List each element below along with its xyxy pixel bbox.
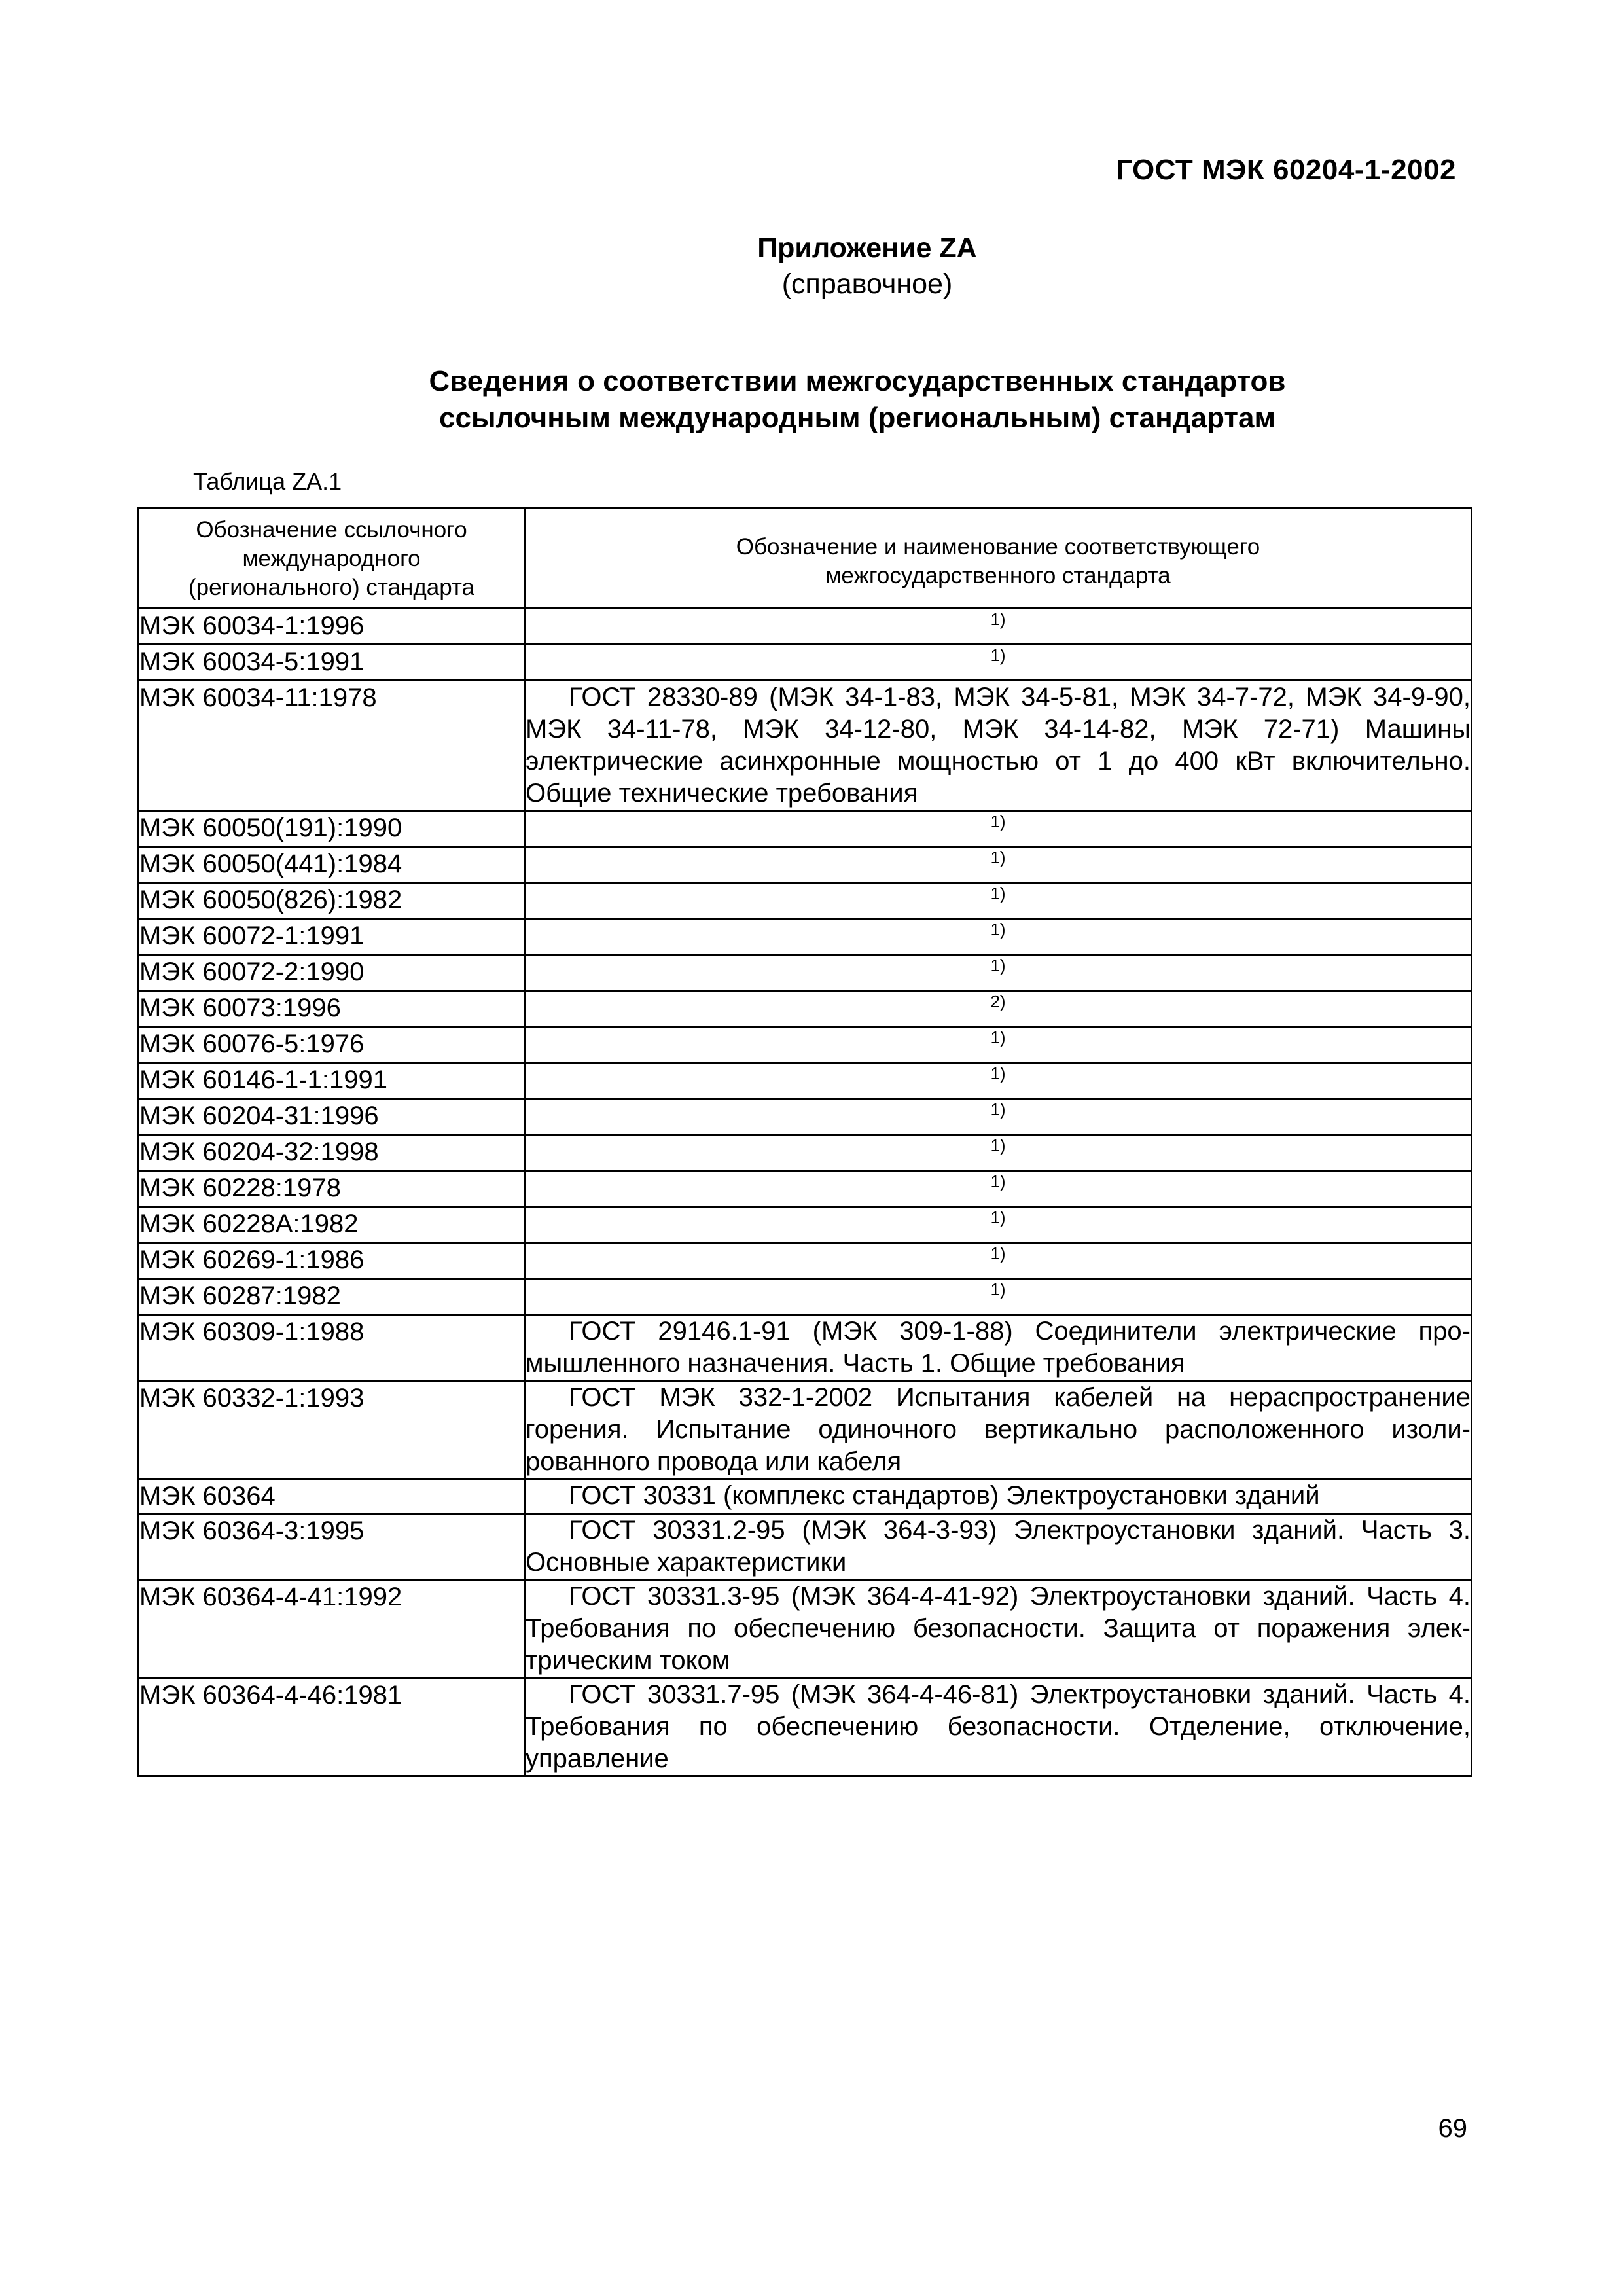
reference-standard-code: МЭК 60204-32:1998 <box>139 1135 525 1171</box>
reference-standard-code: МЭК 60072-2:1990 <box>139 955 525 991</box>
table-body <box>139 609 1472 1776</box>
description-text: ГОСТ МЭК 332-1-2002 Испытания кабелей на нераспространение горения. Испытание одиночного вертикально расположенного изоли-рованного провода или кабеля <box>526 1383 1471 1476</box>
description-text: ГОСТ 30331.7-95 (МЭК 364-4-46-81) Электроустановки зданий. Часть 4. Требования по обеспечению безопасности. Отделение, отключение, управление <box>526 1680 1471 1773</box>
table-row <box>139 1580 1472 1678</box>
table-row <box>139 1514 1472 1580</box>
reference-standard-code: МЭК 60072-1:1991 <box>139 919 525 955</box>
reference-standard-code: МЭК 60034-1:1996 <box>139 609 525 645</box>
footnote-marker: 1) <box>525 645 1472 681</box>
annex-title: Приложение ZA <box>757 232 977 264</box>
reference-standard-code: МЭК 60034-11:1978 <box>139 681 525 811</box>
interstate-standard-description <box>525 1678 1472 1776</box>
table-row <box>139 1279 1472 1315</box>
reference-standard-code: МЭК 60228:1978 <box>139 1171 525 1207</box>
table-row <box>139 1027 1472 1063</box>
table-row <box>139 1678 1472 1776</box>
interstate-standard-description <box>525 681 1472 811</box>
reference-standard-code: МЭК 60050(441):1984 <box>139 847 525 883</box>
table-header-row <box>139 509 1472 609</box>
table-row <box>139 609 1472 645</box>
table-caption: Таблица ZA.1 <box>193 468 342 495</box>
table-row <box>139 919 1472 955</box>
table-row <box>139 847 1472 883</box>
page-number: 69 <box>1438 2114 1467 2143</box>
description-text: ГОСТ 29146.1-91 (МЭК 309-1-88) Соединители электрические про-мышленного назначения. Часть 1. Общие требования <box>526 1317 1471 1378</box>
footnote-marker: 1) <box>525 1279 1472 1315</box>
heading-line-2: ссылочным международным (региональным) стандартам <box>439 402 1275 434</box>
table-row <box>139 1135 1472 1171</box>
col1-header <box>139 509 525 609</box>
table-row <box>139 1063 1472 1099</box>
interstate-standard-description <box>525 1514 1472 1580</box>
annex-subtitle: (справочное) <box>781 268 953 300</box>
reference-standard-code: МЭК 60146-1-1:1991 <box>139 1063 525 1099</box>
reference-standard-code: МЭК 60228А:1982 <box>139 1207 525 1243</box>
reference-standard-code: МЭК 60364-3:1995 <box>139 1514 525 1580</box>
reference-standard-code: МЭК 60364-4-46:1981 <box>139 1678 525 1776</box>
footnote-marker: 1) <box>525 955 1472 991</box>
table-row <box>139 1099 1472 1135</box>
reference-standard-code: МЭК 60309-1:1988 <box>139 1315 525 1381</box>
document-code: ГОСТ МЭК 60204-1-2002 <box>1116 154 1456 186</box>
footnote-marker: 1) <box>525 811 1472 847</box>
table-row <box>139 1381 1472 1479</box>
reference-standard-code: МЭК 60076-5:1976 <box>139 1027 525 1063</box>
description-text: ГОСТ 28330-89 (МЭК 34-1-83, МЭК 34-5-81, МЭК 34-7-72, МЭК 34-9-90, МЭК 34-11-78, МЭК 34-12-80, МЭК 34-14-82, МЭК 72-71) Машины электрические асинхронные мощностью от 1 до 400 кВт включительно. Общие технические требования <box>526 683 1471 808</box>
footnote-marker: 1) <box>525 1171 1472 1207</box>
table-row <box>139 955 1472 991</box>
reference-standard-code: МЭК 60364-4-41:1992 <box>139 1580 525 1678</box>
table-row <box>139 1479 1472 1514</box>
footnote-marker: 1) <box>525 1063 1472 1099</box>
footnote-marker: 1) <box>525 1207 1472 1243</box>
description-text: ГОСТ 30331.3-95 (МЭК 364-4-41-92) Электроустановки зданий. Часть 4. Требования по обеспечению безопасности. Защита от поражения элек-трическим током <box>526 1582 1471 1675</box>
footnote-marker: 1) <box>525 1243 1472 1279</box>
interstate-standard-description <box>525 1580 1472 1678</box>
interstate-standard-description <box>525 1315 1472 1381</box>
reference-standard-code: МЭК 60364 <box>139 1479 525 1514</box>
reference-standard-code: МЭК 60034-5:1991 <box>139 645 525 681</box>
table-row <box>139 811 1472 847</box>
reference-standard-code: МЭК 60204-31:1996 <box>139 1099 525 1135</box>
table-row <box>139 991 1472 1027</box>
interstate-standard-description <box>525 1479 1472 1514</box>
footnote-marker: 1) <box>525 1027 1472 1063</box>
footnote-marker: 1) <box>525 1099 1472 1135</box>
reference-standard-code: МЭК 60050(191):1990 <box>139 811 525 847</box>
footnote-marker: 1) <box>525 1135 1472 1171</box>
description-text: ГОСТ 30331 (комплекс стандартов) Электроустановки зданий <box>569 1481 1320 1510</box>
col2-header-line: межгосударственного стандарта <box>825 563 1171 588</box>
col1-header-line: (регионального) стандарта <box>188 575 475 600</box>
reference-standard-code: МЭК 60287:1982 <box>139 1279 525 1315</box>
col2-header-line: Обозначение и наименование соответствующего <box>736 534 1260 560</box>
table-row <box>139 1207 1472 1243</box>
footnote-marker: 1) <box>525 919 1472 955</box>
table-row <box>139 1315 1472 1381</box>
footnote-marker: 2) <box>525 991 1472 1027</box>
section-heading <box>0 363 1623 437</box>
table-row <box>139 1171 1472 1207</box>
table-row <box>139 681 1472 811</box>
description-text: ГОСТ 30331.2-95 (МЭК 364-3-93) Электроустановки зданий. Часть 3. Основные характеристики <box>526 1516 1471 1577</box>
reference-standard-code: МЭК 60269-1:1986 <box>139 1243 525 1279</box>
interstate-standard-description <box>525 1381 1472 1479</box>
reference-standard-code: МЭК 60073:1996 <box>139 991 525 1027</box>
table-row <box>139 883 1472 919</box>
col2-header <box>525 509 1472 609</box>
standards-table <box>137 507 1472 1777</box>
footnote-marker: 1) <box>525 883 1472 919</box>
col1-header-line: Обозначение ссылочного <box>196 517 467 543</box>
col1-header-line: международного <box>242 546 421 571</box>
table-row <box>139 645 1472 681</box>
heading-line-1: Сведения о соответствии межгосударственных стандартов <box>429 365 1286 397</box>
footnote-marker: 1) <box>525 847 1472 883</box>
reference-standard-code: МЭК 60050(826):1982 <box>139 883 525 919</box>
footnote-marker: 1) <box>525 609 1472 645</box>
reference-standard-code: МЭК 60332-1:1993 <box>139 1381 525 1479</box>
table-row <box>139 1243 1472 1279</box>
